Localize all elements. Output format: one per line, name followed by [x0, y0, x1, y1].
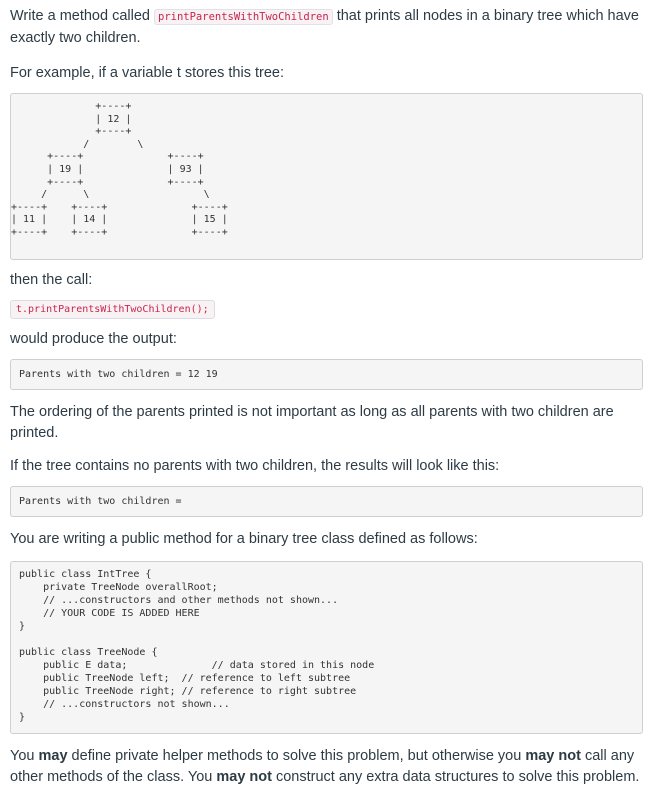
class-definition-code: public class IntTree { private TreeNode overallRoot; // ...constructors and other methods not shown... // YOUR CODE IS ADDED HERE } public class TreeNode { public E data; // data stored in this node public TreeNode left; // reference to left subtree public TreeNode right; // reference to right subtree // ...constructors not shown... } [10, 561, 643, 734]
tree-diagram: +----+ | 12 | +----+ / \ +----+ +----+ | 19 | | 93 | +----+ +----+ / \ \ +----+ +----+ +----+ | 11 | | 14 | | 15 | +----+ +----+ +----+ [10, 93, 643, 260]
would-produce-text: would produce the output: [10, 331, 177, 347]
class-intro: You are writing a public method for a binary tree class defined as follows: [10, 531, 478, 547]
output-example-2: Parents with two children = [10, 486, 643, 517]
intro-paragraph [10, 6, 643, 49]
emphasis-may-not-1: may not [525, 748, 581, 764]
intro-text-before: Write a method called [10, 8, 150, 24]
output-example-1: Parents with two children = 12 19 [10, 359, 643, 390]
emphasis-may-not-2: may not [216, 769, 272, 785]
then-call-text: then the call: [10, 272, 93, 288]
emphasis-may: may [38, 748, 68, 764]
intro-text-after: that prints all nodes in a binary tree which have exactly two children. [10, 8, 639, 46]
constraints-paragraph: You may define private helper methods to solve this problem, but otherwise you may not call any other methods of the class. You may not construct any extra data structures to solve this problem. [10, 748, 640, 785]
method-call-code: t.printParentsWithTwoChildren(); [10, 300, 215, 319]
ordering-note: The ordering of the parents printed is not important as long as all parents with two children are printed. [10, 404, 614, 441]
example-intro: For example, if a variable t stores this tree: [10, 65, 284, 81]
method-name-code: printParentsWithTwoChildren [154, 9, 333, 25]
no-parents-note: If the tree contains no parents with two children, the results will look like this: [10, 458, 500, 474]
